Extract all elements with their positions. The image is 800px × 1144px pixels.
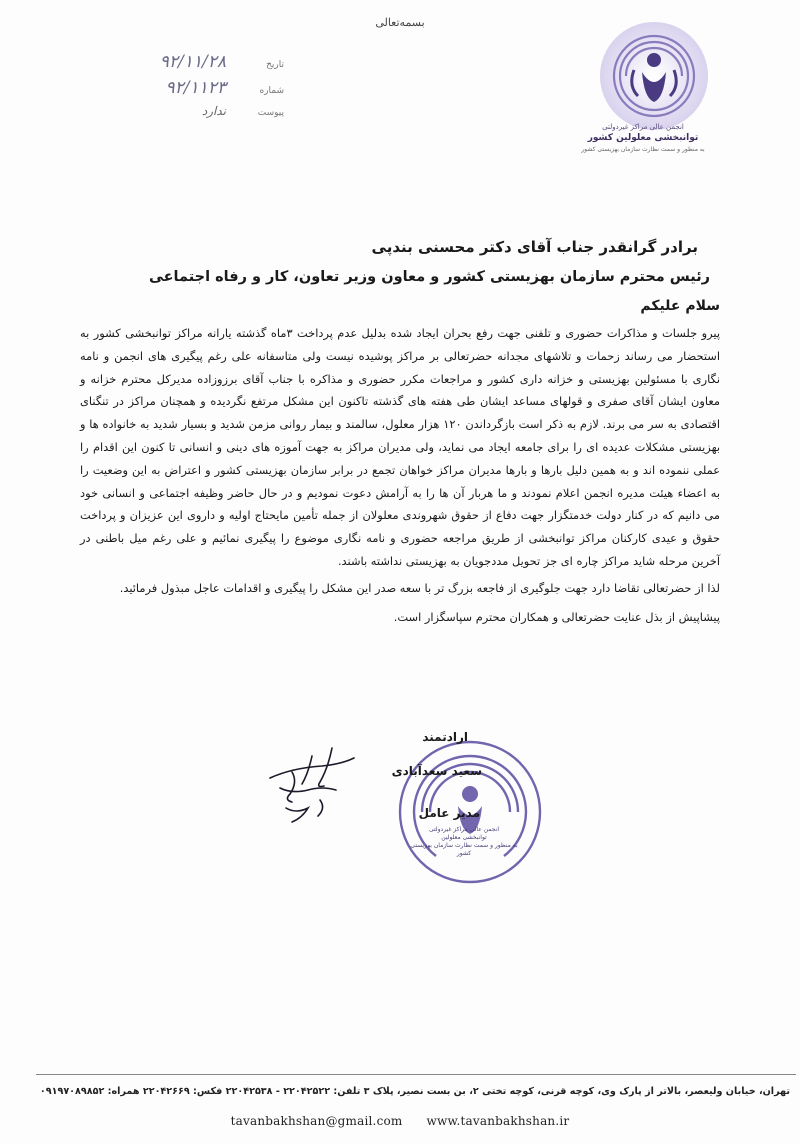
footer-divider [36, 1074, 796, 1075]
logo-caption-line3: به منظور و سمت نظارت سازمان بهزیستی کشور [581, 146, 705, 153]
bismillah-header: بسمه‌تعالی [375, 16, 425, 29]
letter-body [80, 232, 720, 628]
stamp-caption-line1: انجمن عالی مراکز غیردولتی [428, 826, 500, 833]
meta-attachment-label: پیوست [257, 108, 284, 118]
meta-number-label: شماره [259, 86, 284, 96]
letter-thanks-paragraph: پیشاپیش از بذل عنایت حضرتعالی و همکاران محترم سپاسگزار است. [393, 609, 720, 624]
meta-date-row [84, 52, 284, 78]
logo-caption-line2: توانبخشی معلولین کشور [587, 133, 699, 143]
letter-position: رئیس محترم سازمان بهزیستی کشور و معاون وزیر تعاون، کار و رفاه اجتماعی [148, 269, 710, 285]
meta-attachment-row [84, 104, 284, 130]
footer-contact [170, 1114, 630, 1128]
letter-greeting: سلام علیکم [640, 298, 720, 314]
letter-main-paragraph: پیرو جلسات و مذاکرات حضوری و تلفنی جهت رفع بحران ایجاد شده بدلیل عدم پرداخت ۳ماه گذشته یارانه مراکز توانبخشی کشور به استحضار می رساند زحمات و تلاشهای مجدانه حضرتعالی بر مراکز پوشیده نیست ولی متاسفانه علی رغم پیگیری های انجمن و نامه نگاری با مسئولین بهزیستی و خزانه داری کشور و مراجعات مکرر حضوری و مذاکره با جناب آقای برزوزاده مدیرکل محترم خزانه و معاون ایشان آقای صفری و قولهای مساعد ایشان طی هفته های گذشته تاکنون این مشکل مرتفع نگردیده و همچنان مراکز در تنگنای اقتصادی به سر می برند. لازم به ذکر است بازگرداندن ۱۲۰ هزار معلول، سالمند و بیمار روانی مزمن شدید و بسیار شدید به خانواده ها و بهزیستی مشکلات عدیده ای را برای جامعه ایجاد می نماید، ولی مدیران مراکز به جهت آموزه های دینی و انسانی تا کنون این اقدام را عملی ننموده اند و به همین دلیل بارها و بارها مدیران مراکز خواهان تجمع در برابر سازمان بهزیستی کشور و اعتراض به این وضعیت را به اعضاء هیئت مدیره انجمن اعلام نمودند و ما هربار آن ها را به آرامش دعوت نمودیم و در حال حاضر وظیفه اجتماعی و انسانی خود می دانیم که در کنار دولت خدمتگزار جهت دفاع از حقوق شهروندی معلولان از جمله تأمین مایحتاج اولیه و داروی این عزیزان و پرداخت حقوق و عیدی کارکنان مراکز توانبخشی از طریق مراجعه حضوری و نامه نگاری موضوع را پیگیری نمائیم و علی رغم میل باطنی در آخرین مرحله شاید مراکز چاره ای جز تحویل مددجویان به بهزیستی نداشته باشند. [80, 326, 720, 568]
meta-date-label: تاریخ [266, 60, 284, 70]
meta-attachment-value: ندارد [201, 104, 226, 118]
signature-name: سعید سعدآبادی [391, 764, 482, 778]
signature-title: مدیر عامل [418, 806, 480, 820]
letter-addressee: برادر گرانقدر جناب آقای دکتر محسنی بندپی [371, 238, 698, 256]
stamp-caption-line3: به منظور و سمت نظارت سازمان بهزیستی کشور [410, 842, 518, 857]
meta-number-value: ۹۲/۱۱۲۳ [165, 78, 226, 98]
meta-number-row [84, 78, 284, 104]
footer-email[interactable]: tavanbakhshan@gmail.com [230, 1114, 403, 1128]
signature-regards: ارادتمند [422, 730, 468, 744]
meta-date-value: ۹۲/۱۱/۲۸ [159, 52, 226, 72]
footer-website[interactable]: www.tavanbakhshan.ir [426, 1114, 570, 1128]
stamp-caption-line2: توانبخشی معلولین [441, 834, 487, 841]
organization-logo [598, 20, 710, 132]
footer-address: تهران، خیابان ولیعصر، بالاتر از پارک وی، کوچه قرنی، کوچه تختی ۲، بن بست نصیر، پلاک ۳ تلفن: ۲۲۰۴۲۵۲۲ - ۲۲۰۴۲۵۳۸ فکس: ۲۲۰۴۲۶۶۹ همراه: ۰۹۱۹۷۰۸۹۸۵۲ [39, 1086, 790, 1097]
letter-request-paragraph: لذا از حضرتعالی تقاضا دارد جهت جلوگیری از فاجعه بزرگ تر با سعه صدر این مشکل را پیگیری و اقدامات عاجل مبذول فرمائید. [119, 580, 720, 595]
letter-meta [84, 52, 284, 130]
logo-caption [558, 122, 728, 155]
logo-caption-line1: انجمن عالی مراکز غیردولتی [602, 123, 684, 131]
signature-block [250, 724, 490, 884]
